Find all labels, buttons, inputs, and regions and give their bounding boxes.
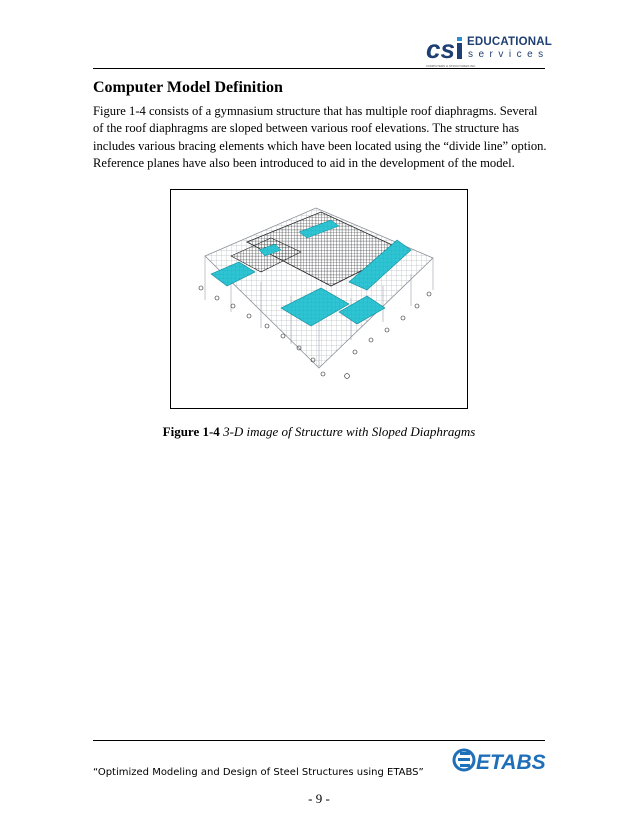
figure-label: Figure 1-4 xyxy=(162,424,220,439)
csi-logo-icon xyxy=(426,34,464,66)
etabs-logo-icon xyxy=(452,744,548,776)
etabs-logo-text: ETABS xyxy=(476,751,546,774)
figure-caption xyxy=(0,424,638,440)
structure-3d-image xyxy=(171,190,467,408)
footer-title: “Optimized Modeling and Design of Steel Structures using ETABS” xyxy=(93,767,424,778)
logo-subtitle: services xyxy=(468,49,549,60)
page-number: - 9 - xyxy=(308,791,330,806)
svg-text:cs: cs xyxy=(426,34,455,64)
figure-caption-text: 3-D image of Structure with Sloped Diaphragms xyxy=(219,424,476,439)
section-title: Computer Model Definition xyxy=(93,79,283,96)
csi-educational-services-logo xyxy=(426,34,553,68)
header-rule xyxy=(93,68,545,69)
logo-tagline: COMPUTERS & STRUCTURES INC. xyxy=(426,64,477,68)
logo-title: EDUCATIONAL xyxy=(467,36,553,48)
body-paragraph: Figure 1-4 consists of a gymnasium structure that has multiple roof diaphragms. Several of the roof diaphragms are sloped between various roof elevations. The structure has includes various bracing elements which have been located using the “divide line” option. Reference planes have also been introduced to aid in the development of the model. xyxy=(93,104,547,170)
figure-image-frame xyxy=(170,189,468,409)
footer-rule xyxy=(93,740,545,741)
